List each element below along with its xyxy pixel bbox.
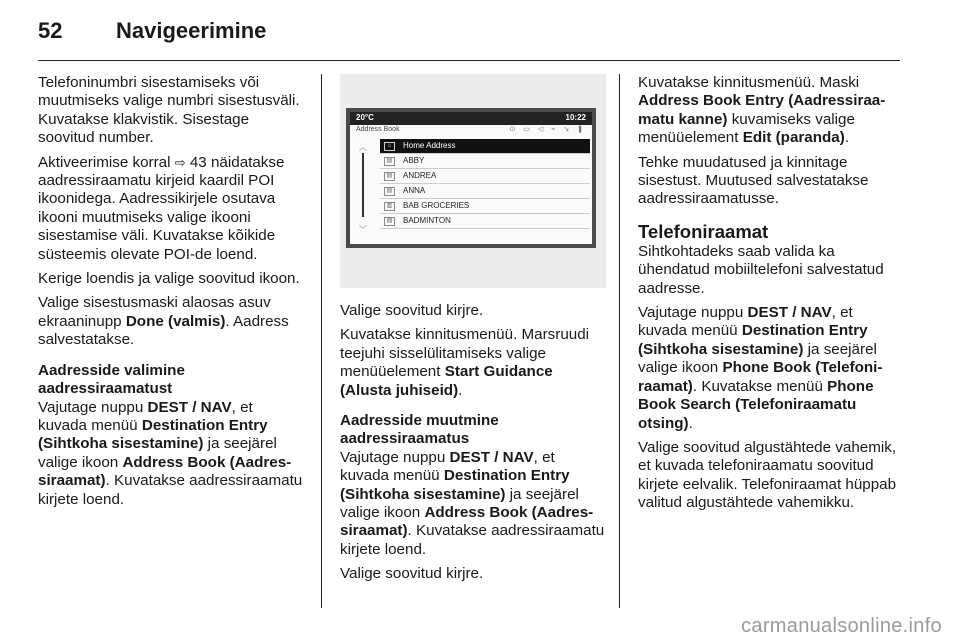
paragraph: Telefoninumbri sisestamiseks või muutmiseks valige numbri sisestusväli. Kuvatakse klakvistik. Sisestage soovitud number. [38,74,300,147]
column-divider [619,74,620,608]
page-title: Navigeerimine [116,18,267,43]
page-ref-arrow-icon: ⇨ [174,154,186,170]
groceries-icon: ▥ [384,202,395,211]
clock: 10:22 [565,113,586,123]
paragraph: Valige sisestusmaski alaosas asuv ekraaninupp Done (valmis). Aadress salvestatakse. [38,294,289,349]
address-list [380,139,590,229]
chevron-down-icon[interactable]: ﹀ [359,225,367,234]
list-item[interactable]: ⌂ Home Address [380,139,590,154]
chevron-up-icon[interactable]: ︿ [359,143,367,152]
watermark: carmanualsonline.info [741,615,942,637]
page-number: 52 [38,18,63,43]
paragraph: Valige soovitud kirjre. [340,302,484,319]
paragraph: Sihtkohtadeks saab valida ka ühendatud mobiiltelefoni salvestatud aadresse. [638,242,884,297]
page-ref: 43 [189,153,207,171]
list-item[interactable]: ▤ BADMINTON [380,214,590,229]
paragraph: Kuvatakse kinnitusmenüü. Maski Address Book Entry (Aadressiraa-matu kanne) kuvamiseks valige menüüelement Edit (paranda). [638,74,886,147]
scrollbar[interactable] [356,139,370,239]
paragraph: Vajutage nuppu DEST / NAV, et kuvada menüü Destination Entry (Sihtkoha sisestamine) ja seejärel valige ikoon Address Book (Aadres-siraamat). Kuvatakse aadressiraamatu kirjete loend. [38,398,303,508]
paragraph: Valige soovitud kirjre. [340,565,484,583]
contact-card-icon: ▤ [384,187,395,196]
paragraph: Kerige loendis ja valige soovitud ikoon. [38,270,300,288]
home-icon: ⌂ [384,142,395,151]
contact-card-icon: ▤ [384,172,395,181]
paragraph: Vajutage nuppu DEST / NAV, et kuvada menüü Destination Entry (Sihtkoha sisestamine) ja seejärel valige ikoon Phone Book (Telefoni-raamat). Kuvatakse menüü Phone Book Search (Telefoniraamatu otsing). [638,304,883,432]
page-header [38,18,266,50]
header-rule [38,60,900,61]
column-divider [321,74,322,608]
column-3 [638,74,904,519]
list-item[interactable]: ▤ ANNA [380,184,590,199]
list-item[interactable]: ▥ BAB GROCERIES [380,199,590,214]
column-1 [38,74,304,515]
screen-figure [340,74,606,288]
scroll-track[interactable] [362,153,364,217]
paragraph: Valige soovitud algustähtede vahemik, et kuvada telefoniraamatu soovitud kirjete eelvalik. Telefoniraamat hüppab valitud algustähtede vahemikku. [638,438,897,512]
column-2 [340,74,606,590]
temperature: 20°C [356,113,374,123]
paragraph: Tehke muudatused ja kinnitage sisestust. Muutused salvestatakse aadressiraamatusse. [638,153,869,208]
paragraph: Aktiveerimise korral ⇨ 43 näidatakse aadressiraamatu kirjeid kaardil POI ikoonidega. Aadressikirjele osutava ikooni muutmiseks valige ikooni sisestamise väli. Kuvatakse kõikide süsteemis olevate POI-de loend. [38,153,285,263]
section-heading: Telefoniraamat [638,220,769,242]
paragraph: Vajutage nuppu DEST / NAV, et kuvada menüü Destination Entry (Sihtkoha sisestamine) ja seejärel valige ikoon Address Book (Aadres-siraamat). Kuvatakse aadressiraamatu kirjete loend. [340,448,605,558]
infotainment-screen [346,108,596,248]
status-icons: ⊙ ▭ ◁ ⌁ ↘ ❚ [509,126,586,134]
list-item[interactable]: ▤ ANDREA [380,169,590,184]
contact-card-icon: ▤ [384,157,395,166]
section-heading: Aadresside valimine aadressiraamatust [38,361,185,398]
section-heading: Aadresside muutmine aadressiraamatus [340,412,499,448]
contact-card-icon: ▤ [384,217,395,226]
list-item[interactable]: ▤ ABBY [380,154,590,169]
paragraph: Kuvatakse kinnitusmenüü. Marsruudi teejuhi sisselülitamiseks valige menüüelement Start Guidance (Alusta juhiseid). [340,326,590,399]
screen-subtitle: Address Book [356,126,400,134]
